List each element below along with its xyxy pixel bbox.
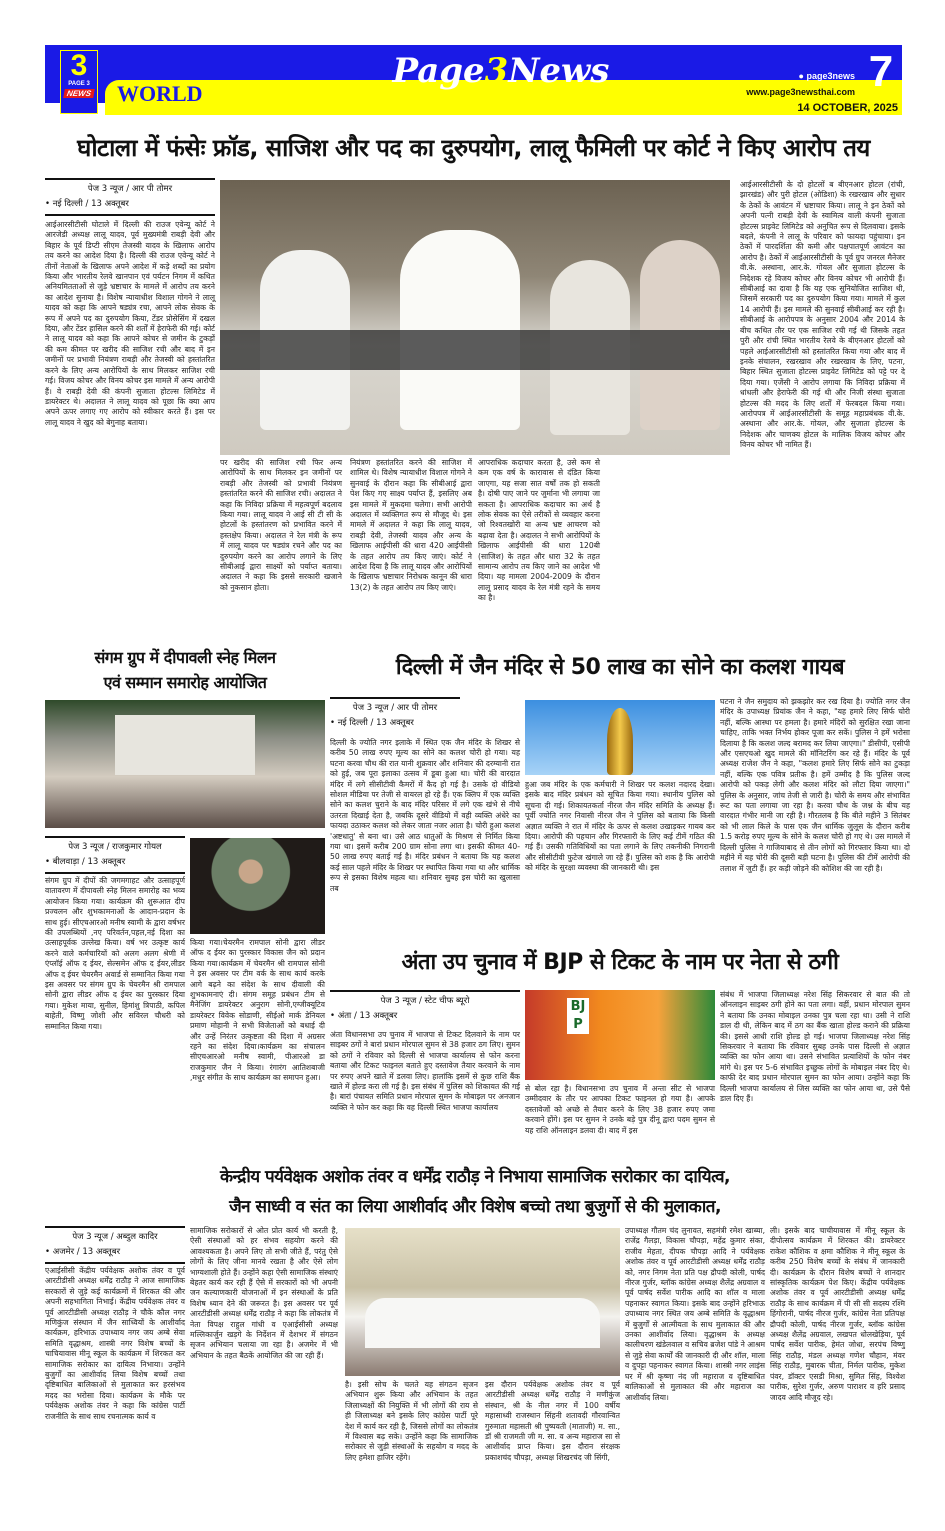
issue-date: 14 OCTOBER, 2025 [797,102,898,114]
title-num: 3 [484,51,509,91]
sangam-col-2: किया गया।चेयरमैन रामपाल सोनी द्वारा लीडर ऑफ द ईयर का पुरस्कार विकास जैन को प्रदान किया गया।कार्यक्रम में चेयरमैन श्री रामपाल सोनी ने इस अवसर पर टीम वर्क के साथ कार्य करके आगे बढ़ने का संदेश के साथ दीवाली की शुभकामनाएं दी। संगम समूह प्रबंधन टीम से मैनेजिंग डायरेक्टर अनुराग सोनी,एग्जीक्यूटिव डायरेक्टर विवेक सोडाणी, सीईओ मार्क डेनियल प्रमाण मोहानी ने सभी विजेताओं को बधाई दी और उन्हें निरंतर उत्कृष्टता की दिशा में अग्रसर रहने का संदेश दिया।कार्यक्रम का संचालन सीएचआरओ मनीष स्वामी, पीआरओ डा राजकुमार जैन ने किया। रंगारंग आतिशबाजी ,मधुर संगीत के साथ कार्यक्रम का समापन हुआ। [190,938,325,1083]
lalu-col-2: पर खरीद की साजिश रची फिर अन्य आरोपियों के साथ मिलकर इन जमीनों पर राबड़ी और तेजस्वी को प्रभावी नियंत्रण हस्तांतरित करने की साजिश रची। अदालत ने कहा कि निविदा प्रक्रिया में महत्वपूर्ण बदलाव किया गया। लालू यादव ने आई सी टी सी के होटलों के हस्तांतरण को प्रभावित करने में हस्तक्षेप किया। अदालत ने रेल मंत्री के रूप में लालू यादव पर षड्यंत्र रचने और पद का दुरुपयोग करने का आरोप लगाने के लिए सीबीआई द्वारा साक्ष्यों को पर्याप्त बताया। अदालत ने कहा कि इससे सरकारी खजाने को नुकसान होता। [220,458,342,592]
ashok-byline-text: पेज 3 न्यूज / अब्दुल कादिर [72,1232,158,1242]
bjp-headline: अंता उप चुनाव में BJP से टिकट के नाम पर नेता से ठगी [401,950,839,975]
bjp-dateline: • अंता / 13 अक्तूबर [330,1011,398,1021]
speaker-photo [190,838,325,934]
jain-byline [330,697,460,733]
ashok-col-6: ली। इसके बाद चाचीयावास में मीनू स्कूल के दीपोत्सव कार्यक्रम में शिरकत की। डायरेक्टर राकेश कौशिक व क्षमा कौशिक ने मीनू स्कूल के करीब 250 विशेष बच्चों के संबंध में जानकारी दी। कार्यक्रम के दौरान विशेष बच्चों ने शानदार सांस्कृतिक कार्यक्रम पेश किए। केंद्रीय पर्यवेक्षक अशोक तंवर व पूर्व आरटीडीसी अध्यक्ष धर्मेंद्र राठौड़ के साथ कार्यक्रम में पी सी सी सदस्य रश्मि हिंगोरानी, पार्षद नीरज गुर्जर, कांग्रेस नेता प्रतिपक्ष द्रौपदी कोली, पार्षद नीरज गुर्जर, ब्लॉक कांग्रेस अध्यक्ष शैलेंद्र अग्रवाल, लखपत धोलखेड़िया, पूर्व पार्षद सर्वेश पारीक, हेमंत जोधा, सरपंच विष्णु सिंह राठौड़, मंडल अध्यक्ष गणेश चौहान, मंवर सिंह राठौड़, मुबारक चीता, निर्मल पारीक, मुकेश पंवर, डॉक्टर एसडी मिश्रा, सुमित सिंह, विश्वेश पारीक, सुरेश गुर्जर, अरुण पाराशर व हरि प्रसाद जादव आदि मौजूद रहे। [770,1226,905,1402]
bjp-flag-photo [525,990,715,1080]
ashok-col-5: उपाध्यक्ष गौतम चंद लुनावत, सहमंत्री रमेश खाब्या, राजेंद्र गैलड़ा, विकास चौपड़ा, महेंद्र कुमार संका, राजीव मेहता, दीपक चौपड़ा आदि ने पर्यवेक्षक अशोक तंवर व पूर्व आरटीडीसी अध्यक्ष धर्मेंद्र राठौड़ को, नगर निगम नेता प्रति पक्ष द्रौपदी कोली, पार्षद नीरज गुर्जर, ब्लॉक कांग्रेस अध्यक्ष शैलेंद्र अग्रवाल व पूर्व पार्षद सर्वेश पारीक आदि का शॉल व माला पहनाकर स्वागत किया। इसके बाद उन्होंने हरिभाऊ उपाध्याय नगर स्थित जय अम्बे समिति के वृद्धाश्रम में बुजुर्गों से आत्मीयता के साथ मुलाकात की और उनका आशीर्वाद लिया। वृद्धाश्रम के अध्यक्ष कालीचरण खंडेलवाल व सचिव ब्रजेश पांडे ने आश्रम से जुड़े सेवा कार्यों की जानकारी दी और शॉल, माला व दुपट्टा पहनाकर स्वागत किया। शास्त्री नगर लाइंस घर में श्री कृष्णा नंद जी महाराज व दृष्टिबाधित बालिकाओं से मुलाकात की और महाराज का आशीर्वाद लिया। [625,1226,765,1402]
logo-line2: NEWS [63,89,95,98]
sangam-headline-line1: संगम ग्रुप में दीपावली स्नेह मिलन [94,648,276,667]
section-label: WORLD [117,81,203,106]
golden-kalash-photo [525,700,715,775]
masthead [45,45,902,115]
bjp-flag-text: BJP [567,998,589,1034]
bjp-byline [330,990,520,1026]
newspaper-title [381,51,621,91]
lalu-family-photo [220,180,730,455]
social-handle-text: page3news [806,71,855,81]
lalu-byline-text: पेज 3 न्यूज / आर पी तोमर [87,184,173,194]
ashok-col-2: सामाजिक सरोकारों से ओत प्रोत कार्य भी करती है, ऐसी संस्थाओं को हर संभव सहयोग करने की आवश्यकता है। अपने लिए तो सभी जीते हैं, परंतु ऐसे लोगों के लिए जीना मानवे रखता है और ऐसे लोग भाग्यशाली होते हैं। उन्होंने कहा ऐसी सामाजिक संस्थाएं बेहतर कार्य कर रही हैं ऐसे में सरकारों को भी अपनी जन कल्याणकारी योजनाओं में इन संस्थाओं के प्रति विशेष ध्यान देने की जरूरत है। इस अवसर पर पूर्व आरटीडीसी अध्यक्ष धर्मेंद्र राठौड़ ने कहा कि लोकतंत्र में नेता विपक्ष राहुल गांधी व एआईसीसी अध्यक्ष मल्लिकार्जुन खड़गे के निर्देशन में देशभर में संगठन सृजन अभियान चलाया जा रहा है। अजमेर में भी अभियान के तहत बैठकें आयोजित की जा रही हैं। [190,1226,338,1360]
logo-line1: PAGE 3 [68,81,90,87]
bjp-col-2: से बोल रहा है। विधानसभा उप चुनाव में अन्ता सीट से भाजपा उम्मीदवार के तौर पर आपका टिकट फाइनल हो गया है। आपके दस्तावेजों को अच्छे से तैयार करने के लिए 38 हजार रुपए जमा करवाने होंगे। इस पर सुमन ने उनके बड़े पुत्र दीनू द्वारा पदम सुमन से यह राशि ऑनलाइन डलवा दी। बाद में इस [525,1084,715,1135]
ashok-byline [45,1226,185,1264]
lalu-headline: घोटाला में फंसेः फ्रॉड, साजिश और पद का दुरुपयोग, लालू फैमिली पर कोर्ट ने किए आरोप तय [77,134,870,162]
sangam-col-1: संगम ग्रुप में दीपों की जगमगाहट और उत्साहपूर्ण वातावरण में दीपावली स्नेह मिलन समारोह का भव्य आयोजन किया गया। कार्यक्रम की शुरूआत दीप प्रज्वलन और शुभकामनाओं के आदान-प्रदान के साथ हुई। सीएचआरओ मनीष स्वामी के द्वारा वर्षभर की उपलब्धियों ,नए परिवर्तन,पहल,नई दिशा का उत्साहपूर्वक उल्लेख किया। वर्ष भर उत्कृष्ट कार्य करने वाले कर्मचारियों को अलग अलग श्रेणी में एंप्लॉई ऑफ द ईयर, सेल्समेन ऑफ द ईयर,लीडर ऑफ द ईयर चेयरमैन अवार्ड से सम्मानित किया गया इस अवसर पर संगम ग्रुप के चेयरमैन श्री रामपाल सोनी द्वारा लीडर ऑफ द ईयर का पुरस्कार दिया गया। मुकेश माया, सुनील, हिमांशु त्रिपाठी, कपिल बाहेती, विष्णु जोशी और सविरल चौधरी को सम्मानित किया गया। [45,876,185,1031]
ashok-headline-line1: केन्द्रीय पर्यवेक्षक अशोक तंवर व धर्मेंद्र राठौड़ ने निभाया सामाजिक सरोकार का दायित्व, [219,1167,731,1187]
sangam-headline [45,645,325,695]
ashok-col-1: एआईसीसी केंद्रीय पर्यवेक्षक अशोक तंवर व पूर्व आरटीडीसी अध्यक्ष धर्मेंद्र राठौड़ ने आज सामाजिक सरकारों से जुड़े कई कार्यक्रमों में शिरकत की और अपनी सहभागिता निभाई। केंद्रीय पर्यवेक्षक तंवर व पूर्व आरटीडीसी अध्यक्ष राठौड़ ने चौके कौल नगर मणिकुंज संस्थान में जैन साध्वियों के आशीर्वाद कार्यक्रम, हरिभाऊ उपाध्याय नगर जय अम्बे सेवा समिति वृद्धाश्रम, शास्त्री नगर विशेष बच्चों के चाचियावास मीनू स्कूल के कार्यक्रम में शिरकत कर सामाजिक सरोकार का दायित्व निभाया। उन्होंने बुजुर्गों का आशीर्वाद लिया विशेष बच्चों तथा दृष्टिबाधित बालिकाओं से मुलाकात कर हरसंभव मदद का भरोसा दिया। कार्यक्रम के मौके पर पर्यवेक्षक अशोक तंवर ने कहा कि कांग्रेस पार्टी राजनीति के साथ साथ रचनात्मक कार्य व [45,1266,185,1421]
lalu-byline [45,178,215,216]
title-part2: News [508,51,610,91]
page3-logo [60,50,98,114]
ashok-dateline: • अजमेर / 13 अक्तूबर [45,1247,121,1257]
ashok-headline [45,1162,905,1222]
social-handle[interactable]: ● page3news [798,71,855,81]
sangam-byline [45,836,185,874]
jain-dateline: • नई दिल्ली / 13 अक्तूबर [330,718,414,728]
ashok-col-3: है। इसी सोच के चलते यह संगठन सृजन अभियान शुरू किया और अभियान के तहत जिलाध्यक्षों की नियुक्ति में भी लोगों की राय से ही जिलाध्यक्ष बने इसके लिए कांग्रेस पार्टी पूरे देश में कार्य कर रही है, जिससे लोगों का लोकतंत्र में विश्वास बढ़ सके। उन्होंने कहा कि सामाजिक सरोकार से जुड़ी संस्थाओं के सहयोग व मदद के लिए हमेशा हाजिर रहेंगे। [345,1380,478,1462]
logo-number: 3 [70,49,88,82]
bjp-col-3: संबंध में भाजपा जिलाध्यक्ष नरेश सिंह सिकरवार से बात की तो ऑनलाइन साइबर ठगी होने का पता लगा। वहीं, प्रधान मोरपाल सुमन ने बताया कि उनका मोबाइल उनका पुत्र चला रहा था। उसी ने राशि डाल दी थी, लेकिन बाद में ठग का बैंक खाता होल्ड कराने की प्रक्रिया की। इससे आधी राशि होल्ड हो गई। भाजपा जिलाध्यक्ष नरेश सिंह सिकरवार ने बताया कि रविवार सुबह उनके पास दिल्ली से अज्ञात व्यक्ति का फोन आया था। उसने संभावित प्रत्याशियों के फोन नंबर मांगे थे। इस पर 5-6 संभावित इच्छुक लोगों के मोबाइल नंबर दिए थे। काफी देर बाद प्रधान मोरपाल सुमन का फोन आया। उन्होंने कहा कि दिल्ली भाजपा कार्यालय से जिस व्यक्ति का फोन आया था, उसे पैसे डाल दिए हैं। [720,990,910,1104]
lalu-dateline: • नई दिल्ली / 13 अक्तूबर [45,199,129,209]
website-link[interactable]: www.page3newsthai.com [746,87,855,97]
lalu-col-1: आईआरसीटीसी घोटाले में दिल्ली की राउज एवेन्यू कोर्ट ने आरजेडी अध्यक्ष लालू यादव, पूर्व मुख्यमंत्री राबड़ी देवी और बिहार के पूर्व डिप्टी सीएम तेजस्वी यादव के खिलाफ आरोप तय करने का आदेश दिया है। दिल्ली की राउज एवेन्यू कोर्ट ने तीनों नेताओं के खिलाफ अपने आदेश में कड़े शब्दों का प्रयोग किया और भारतीय रेलवे खानपान एवं पर्यटन निगम में कथित अनियमितताओं से जुड़े भ्रष्टाचार के मामले में आरोप तय करने का आदेश सुनाया है। विशेष न्यायाधीश विशाल गोगने ने लालू यादव को कहा कि आपने षड्यंत्र रचा, आपने लोक सेवक के रूप में अपने पद का दुरुपयोग किया, टेंडर प्रोसेसिंग में दखल दिया, और टेंडर हासिल करने की शर्तों में हेराफेरी की गई। कोर्ट ने लालू यादव को कहा कि आपने कोचर से जमीन के टुकड़ों की कम कीमत पर खरीद की साजिश रची और बाद में इन जमीनों पर प्रभावी नियंत्रण राबड़ी और तेजस्वी को हस्तांतरित करने के लिए अन्य आरोपियों के साथ मिलकर साजिश रची गई। विजय कोचर और विनय कोचर इस मामले में अन्य आरोपी हैं। वे राबड़ी देवी की कंपनी सुजाता होटल्स लिमिटेड में डायरेक्टर थे। अदालत ने लालू यादव को पूछा कि क्या आप अपने ऊपर लगाए गए आरोप को स्वीकार करते हैं। इस पर लालू यादव ने खुद को बेगुनाह बताया। [45,220,215,427]
sangam-group-photo [45,700,325,828]
jain-col-3: घटना ने जैन समुदाय को झकझोर कर रख दिया है। ज्योति नगर जैन मंदिर के उपाध्यक्ष प्रियांक जैन ने कहा, "यह हमारे लिए सिर्फ चोरी नहीं, बल्कि आस्था पर हमला है। हमारे मंदिरों को सुरक्षित रखा जाना चाहिए, ताकि भक्त निर्भय होकर पूजा कर सकें। पुलिस ने हमें भरोसा दिलाया है कि कलश जल्द बरामद कर लिया जाएगा।" डीसीपी, एसीपी और एसएचओ खुद मामले की मॉनिटरिंग कर रहे हैं। मंदिर के पूर्व अध्यक्ष राजेश जैन ने कहा, "कलश हमारे लिए सिर्फ सोने का टुकड़ा नहीं, बल्कि एक पवित्र प्रतीक है। हमें उम्मीद है कि पुलिस जल्द आरोपी को पकड़ लेगी और कलश मंदिर को लौटा दिया जाएगा।" पुलिस के अनुसार, जांच तेजी से जारी है। चोरी के समय और संभावित रूट का पता लगाया जा रहा है। करवा चौथ के जश्न के बीच यह वारदात गंभीर मानी जा रही है। गौरतलब है कि बीते महीने 3 सितंबर को भी लाल किले के पास एक जैन धार्मिक जुलूस के दौरान करीब 1.5 करोड़ रुपए मूल्य के सोने के कलश चोरी हो गए थे। उस मामले में दिल्ली पुलिस ने गाजियाबाद से तीन लोगों को गिरफ्तार किया था। दो महीने में यह चोरी की दूसरी बड़ी घटना है। पुलिस की टीमें आरोपी की तलाश में जुटी हैं। हर कड़ी जोड़ने की कोशिश की जा रही है। [720,697,910,873]
lalu-col-5: आईआरसीटीसी के दो होटलों ब बीएनआर होटल (रांची, झारखंड) और पुरी होटल (ओडिशा) के रखरखाव और सुधार के ठेकों के आवंटन में भ्रष्टाचार किया। लालू ने इन ठेकों को अपनी पत्नी राबड़ी देवी के स्वामित्व वाली कंपनी सुजाता होटल्स प्राइवेट लिमिटेड को अनुचित रूप से दिलवाया। इसके बदले, कंपनी ने लालू के परिवार को फायदा पहुंचाया। इन ठेकों में पारदर्शिता की कमी और पक्षपातपूर्ण आवंटन का आरोप है। ठेकों में आईआरसीटीसी के पूर्व ग्रुप जनरल मैनेजर वी.के. अस्थाना, आर.के. गोयल और सुजाता होटल्स के निदेशक रहे विजय कोचर और विनय कोचर भी आरोपी हैं। सीबीआई का दावा है कि यह एक सुनियोजित साजिश थी, जिसमें सरकारी पद का दुरुपयोग किया गया। मामले में कुल 14 आरोपी हैं। इस मामले की सुनवाई सीबीआई कर रही है। सीबीआई के आरोपपत्र के अनुसार 2004 और 2014 के बीच कथित तौर पर एक साजिश रची गई थी जिसके तहत पुरी और रांची स्थित भारतीय रेलवे के बीएनआर होटलों को पहले आईआरसीटीसी को हस्तांतरित किया गया और बाद में इनके संचालन, रखरखाव और रखरखाव के लिए, पटना, बिहार स्थित सुजाता होटल्स प्राइवेट लिमिटेड को पट्टे पर दे दिया गया। एजेंसी ने आरोप लगाया कि निविदा प्रक्रिया में धांधली और हेराफेरी की गई थी और निजी संस्था सुजाता होटल्स की मदद के लिए शर्तों में फेरबदल किया गया। आरोपपत्र में आईआरसीटीसी के समूह महाप्रबंधक वी.के. अस्थाना और आर.के. गोयल, और सुजाता होटल्स के निदेशक और चाणक्य होटल के मालिक विजय कोचर और विनय कोचर भी नामित हैं। [740,180,905,450]
title-part1: Page [392,51,485,91]
sangam-headline-line2: एवं सम्मान समारोह आयोजित [103,673,267,692]
jain-headline: दिल्ली में जैन मंदिर से 50 लाख का सोने का कलश गायब [395,655,845,680]
bjp-byline-text: पेज 3 न्यूज / स्टेट चीफ ब्यूरो [380,996,470,1006]
sangam-byline-text: पेज 3 न्यूज / राजकुमार गोयल [68,842,162,852]
ashok-col-4: इस दौरान पर्यवेक्षक अशोक तंवर व पूर्व आरटीडीसी अध्यक्ष धर्मेंद्र राठौड़ ने मणीकुंज संस्थान, श्री के नील नगर में 100 वर्षीय महासाध्वी राजस्थान सिंहनी शतावदी गौरवान्वित गुरुमाता महासती श्री पुष्पवती (माताजी) म. सा., डॉ श्री राजमती जी म. सा. व अन्य महाराज सा से आशीर्वाद प्राप्त किया। इस दौरान संरक्षक प्रकाशचंद चौपड़ा, अध्यक्ष शिखरचंद जी सिंगी, [485,1380,620,1462]
bjp-col-1: अंता विधानसभा उप चुनाव में भाजपा से टिकट दिलवाने के नाम पर साइबर ठगों ने बारां प्रधान मोरपाल सुमन से 38 हजार ठग लिए। सुमन को ठगों ने रविवार को दिल्ली से भाजपा कार्यालय से फोन करना बताया और टिकट फाइनल बताते हुए दस्तावेज तैयार करवाने के नाम पर रुपए अपने खाते में डलवा लिए। हालांकि इसमें से कुछ राशि बैंक खाते में होल्ड करा ली गई है। इस संबंध में पुलिस को शिकायत की गई है। बारां पंचायत समिति प्रधान मोरपाल सुमन के मोबाइल पर अनजान व्यक्ति ने फोन कर कहा कि वह दिल्ली स्थित भाजपा कार्यालय [330,1030,520,1112]
lalu-col-3: नियंत्रण हस्तांतरित करने की साजिश में शामिल थे। विशेष न्यायाधीश विशाल गोगने ने सुनवाई के दौरान कहा कि सीबीआई द्वारा पेश किए गए साक्ष्य पर्याप्त हैं, इसलिए अब इस मामले में मुकदमा चलेगा। सभी आरोपी अदालत में व्यक्तिगत रूप से मौजूद थे। इस मामले में अदालत ने कहा कि लालू यादव, राबड़ी देवी, तेजस्वी यादव और अन्य के खिलाफ आईपीसी की धारा 420 आईपीसी के तहत आरोप तय किए जाएं। कोर्ट ने आदेश दिया है कि लालू यादव और आरोपियों के खिलाफ भ्रष्टाचार निरोधक कानून की धारा 13(2) के तहत आरोप तय किए जाएं। [350,458,472,592]
jain-col-1: दिल्ली के ज्योति नगर इलाके में स्थित एक जैन मंदिर के शिखर से करीब 50 लाख रुपए मूल्य का सोने का कलश चोरी हो गया। यह घटना करवा चौथ की रात यानी शुक्रवार और शनिवार की दरम्यानी रात को हुई, जब पूरा इलाका उत्सव में डूबा हुआ था। चोरी की वारदात मंदिर में लगे सीसीटीवी कैमरों में कैद हो गई है। उसके दो वीडियो सोशल मीडिया पर तेजी से वायरल हो रहे हैं। एक क्लिप में एक व्यक्ति सोने का कलश चुराने के बाद मंदिर परिसर में लगे एक खंभे से नीचे उतरता दिखाई देता है, जबकि दूसरे वीडियो में वही व्यक्ति अंधेरे का फायदा उठाकर कलश को लेकर जाता नजर आता है। चोरी हुआ कलश 'अष्टधातु' से बना था। उसे आठ धातुओं के मिश्रण से निर्मित किया गया था। इसमें करीब 200 ग्राम सोना लगा था। इसकी कीमत 40-50 लाख रुपए बताई गई है। मंदिर प्रबंधन ने बताया कि यह कलश कई साल पहले मंदिर के शिखर पर स्थापित किया गया था और धार्मिक रूप से इसका विशेष महत्व था। शनिवार सुबह इस चोरी का खुलासा तब [330,738,520,893]
page-number: 7 [868,47,894,96]
jain-col-2: हुआ जब मंदिर के एक कर्मचारी ने शिखर पर कलश नदारद देखा। इसके बाद मंदिर प्रबंधन को सूचित किया गया। स्थानीय पुलिस को सूचना दी गई। शिकायतकर्ता नीरज जैन मंदिर समिति के अध्यक्ष हैं। पूर्वी ज्योति नगर निवासी नीरज जैन ने पुलिस को बताया कि किसी अज्ञात व्यक्ति ने रात में मंदिर के ऊपर से कलश उखाड़कर गायब कर दिया। आरोपी की पहचान और गिरफ्तारी के लिए कई टीमें गठित की गई हैं। उसकी गतिविधियों का पता लगाने के लिए तकनीकी निगरानी और सीसीटीवी फुटेज खंगाले जा रहे हैं। पुलिस को शक है कि आरोपी को मंदिर के सुरक्षा व्यवस्था की जानकारी थी। इस [525,780,715,873]
lalu-col-4: आपराधिक कदाचार करता है, उसे कम से कम एक वर्ष के कारावास से दंडित किया जाएगा, यह सजा सात वर्षों तक हो सकती है। दोषी पाए जाने पर जुर्माना भी लगाया जा सकता है। आपराधिक कदाचार का अर्थ है लोक सेवक का ऐसे तरीकों से व्यवहार करना जो रिश्वतखोरी या अन्य भ्रष्ट आचरण को बढ़ावा देता है। अदालत ने सभी आरोपियों के खिलाफ आईपीसी की धारा 120बी (साजिश) के तहत और धारा 32 के तहत सामान्य आरोप तय किए जाने का आदेश भी दिया। यह मामला 2004-2009 के दौरान लालू प्रसाद यादव के रेल मंत्री रहने के समय का है। [478,458,600,603]
jain-byline-text: पेज 3 न्यूज / आर पी तोमर [352,703,438,713]
sangam-dateline: • बीलवाड़ा / 13 अक्तूबर [45,857,126,867]
ashok-headline-line2: जैन साध्वी व संत का लिया आशीर्वाद और विशेष बच्चो तथा बुजुर्गो से की मुलाकात, [229,1197,721,1217]
ashok-event-photo [345,1228,620,1376]
